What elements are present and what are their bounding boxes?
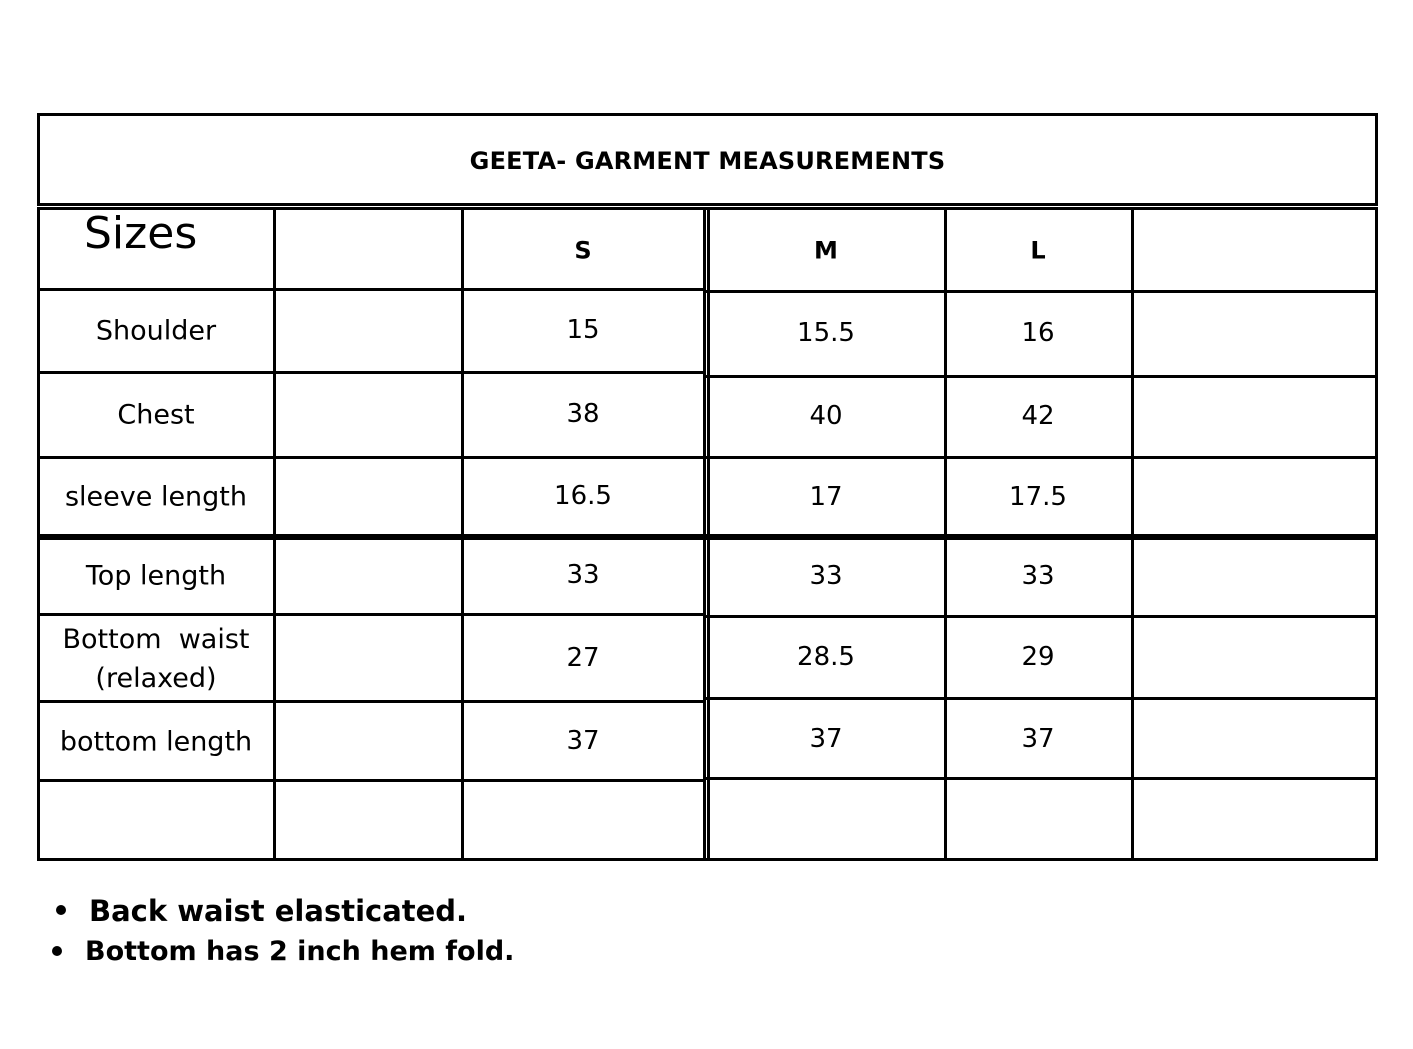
- cell-value-m: 33: [809, 561, 843, 592]
- table-grid-line: [706, 777, 1378, 780]
- cell-value-s: 38: [566, 399, 600, 430]
- bullet-icon: [56, 905, 66, 915]
- table-grid-line: [37, 858, 706, 861]
- cell-value-s: 37: [566, 726, 600, 757]
- table-grid-line: [37, 700, 706, 703]
- table-title: GEETA- GARMENT MEASUREMENTS: [469, 146, 946, 175]
- note-text: Bottom has 2 inch hem fold.: [85, 936, 515, 967]
- cell-value-m: 37: [809, 724, 843, 755]
- cell-value-l: 33: [1021, 561, 1055, 592]
- cell-value-m: 17: [809, 482, 843, 513]
- cell-value-s: 27: [566, 643, 600, 674]
- sizes-label: Sizes: [84, 208, 198, 259]
- cell-value-l: 16: [1021, 318, 1055, 349]
- size-header-l: L: [1030, 236, 1046, 265]
- bullet-icon: [52, 946, 62, 956]
- table-grid-line: [37, 371, 706, 374]
- cell-value-m: 40: [809, 401, 843, 432]
- notes-list: [50, 890, 514, 972]
- row-label: Chest: [117, 399, 195, 431]
- table-grid-line: [706, 858, 1378, 861]
- row-label: sleeve length: [64, 481, 248, 513]
- table-grid-line: [37, 779, 706, 782]
- cell-value-s: 33: [566, 560, 600, 591]
- table-grid-line: [706, 537, 1378, 540]
- table-grid-line: [37, 288, 706, 291]
- note-item: [50, 890, 514, 932]
- cell-value-s: 16.5: [554, 481, 612, 512]
- table-grid-line: [706, 456, 1378, 459]
- cell-value-m: 15.5: [797, 318, 855, 349]
- cell-value-l: 42: [1021, 401, 1055, 432]
- size-header-s: S: [574, 236, 592, 265]
- table-grid-line: [706, 290, 1378, 293]
- row-label: Top length: [85, 560, 227, 592]
- note-item: [50, 932, 514, 972]
- table-grid-line: [37, 456, 706, 459]
- table-grid-line: [706, 375, 1378, 378]
- cell-value-m: 28.5: [797, 642, 855, 673]
- row-label: Bottom waist (relaxed): [62, 624, 250, 694]
- cell-value-l: 17.5: [1009, 482, 1067, 513]
- table-grid-line: [706, 207, 1378, 210]
- cell-value-l: 37: [1021, 724, 1055, 755]
- table-title-box: [37, 113, 1378, 206]
- row-label: Shoulder: [95, 315, 217, 347]
- table-grid-line: [37, 537, 706, 540]
- table-grid-line: [37, 613, 706, 616]
- cell-value-l: 29: [1021, 642, 1055, 673]
- size-header-m: M: [814, 236, 838, 265]
- table-grid-line: [706, 615, 1378, 618]
- note-text: Back waist elasticated.: [89, 894, 468, 928]
- table-grid-line: [706, 697, 1378, 700]
- row-label: bottom length: [59, 726, 253, 758]
- cell-value-s: 15: [566, 315, 600, 346]
